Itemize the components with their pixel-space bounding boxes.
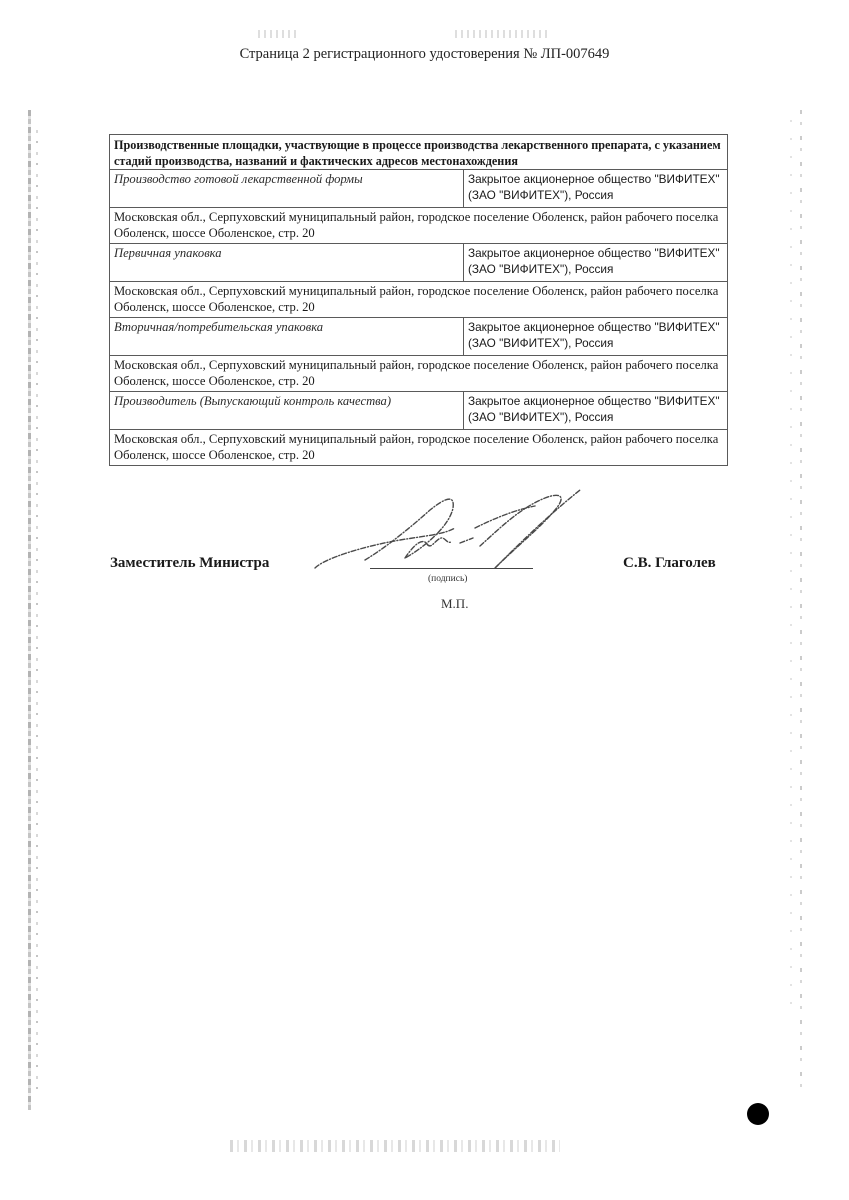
site-address: Московская обл., Серпуховский муниципальный район, городское поселение Оболенск, район рабочего поселка Оболенск, шоссе Оболенское, стр. 20 xyxy=(110,356,728,392)
table-row xyxy=(110,244,728,282)
handwritten-signature-icon xyxy=(305,488,595,578)
table-row-address xyxy=(110,356,728,392)
stamp-label: М.П. xyxy=(441,596,469,611)
scan-noise-top-right xyxy=(455,30,550,38)
table-heading-row xyxy=(110,135,728,170)
production-stage: Производитель (Выпускающий контроль качества) xyxy=(110,392,464,430)
organization-name: Закрытое акционерное общество "ВИФИТЕХ" (ЗАО "ВИФИТЕХ"), Россия xyxy=(464,318,728,356)
organization-name: Закрытое акционерное общество "ВИФИТЕХ" (ЗАО "ВИФИТЕХ"), Россия xyxy=(464,170,728,208)
table-heading: Производственные площадки, участвующие в процессе производства лекарственного препарата, с указанием стадий производства, названий и фактических адресов местонахождения xyxy=(110,135,728,170)
scan-edge-left xyxy=(28,110,31,1110)
site-address: Московская обл., Серпуховский муниципальный район, городское поселение Оболенск, район рабочего поселка Оболенск, шоссе Оболенское, стр. 20 xyxy=(110,208,728,244)
scan-noise-top-left xyxy=(258,30,298,38)
site-address: Московская обл., Серпуховский муниципальный район, городское поселение Оболенск, район рабочего поселка Оболенск, шоссе Оболенское, стр. 20 xyxy=(110,430,728,466)
scan-edge-left-inner xyxy=(36,130,38,1090)
table-row-address xyxy=(110,208,728,244)
table-row xyxy=(110,170,728,208)
production-stage: Производство готовой лекарственной формы xyxy=(110,170,464,208)
scan-noise-bottom xyxy=(230,1140,560,1152)
page-title: Страница 2 регистрационного удостоверения № ЛП-007649 xyxy=(239,46,610,62)
signature-line xyxy=(370,568,533,569)
organization-name: Закрытое акционерное общество "ВИФИТЕХ" (ЗАО "ВИФИТЕХ"), Россия xyxy=(464,392,728,430)
production-sites-table xyxy=(109,134,728,466)
signatory-name: С.В. Глаголев xyxy=(623,555,716,571)
signature-caption: (подпись) xyxy=(428,574,468,584)
table-row-address xyxy=(110,430,728,466)
signatory-position: Заместитель Министра xyxy=(110,555,270,571)
production-stage: Вторичная/потребительская упаковка xyxy=(110,318,464,356)
table-row xyxy=(110,318,728,356)
production-stage: Первичная упаковка xyxy=(110,244,464,282)
scan-edge-right xyxy=(800,110,802,1090)
hole-punch-mark xyxy=(747,1103,769,1125)
scan-edge-right-inner xyxy=(790,120,792,1020)
table-row xyxy=(110,392,728,430)
site-address: Московская обл., Серпуховский муниципальный район, городское поселение Оболенск, район рабочего поселка Оболенск, шоссе Оболенское, стр. 20 xyxy=(110,282,728,318)
table-row-address xyxy=(110,282,728,318)
organization-name: Закрытое акционерное общество "ВИФИТЕХ" (ЗАО "ВИФИТЕХ"), Россия xyxy=(464,244,728,282)
